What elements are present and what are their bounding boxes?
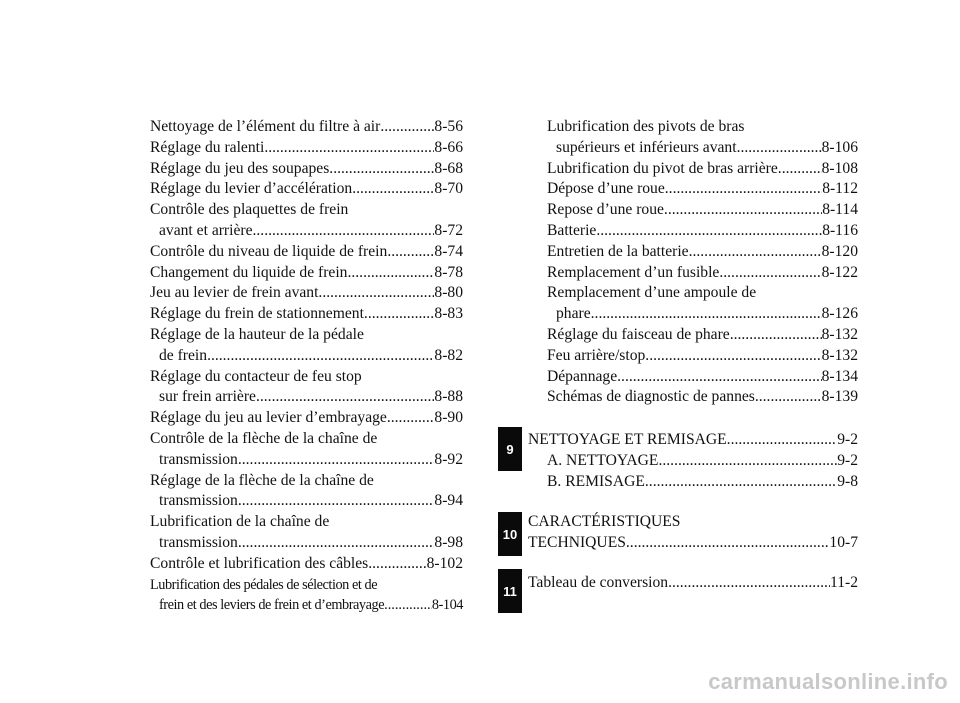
page-number: 8-83 <box>434 305 463 323</box>
dot-leader <box>737 138 822 159</box>
entry-title: Lubrification de la chaîne de <box>150 513 330 531</box>
page-number: 8-102 <box>426 554 463 572</box>
toc-entry-line <box>150 138 463 159</box>
entry-title: supérieurs et inférieurs avant <box>556 138 737 156</box>
toc-entry-line <box>150 221 463 242</box>
toc-section-11 <box>528 573 858 594</box>
dot-leader <box>727 430 838 451</box>
entry-title: Réglage du levier d’accélération <box>150 180 353 198</box>
toc-entry-line <box>150 263 463 284</box>
toc-entry-line <box>150 491 463 512</box>
dot-leader <box>253 221 435 242</box>
toc-entry-line <box>150 575 463 596</box>
toc-entry-line <box>150 283 463 304</box>
entry-title: Réglage de la flèche de la chaîne de <box>150 471 374 489</box>
dot-leader <box>352 179 434 200</box>
toc-entry[interactable] <box>150 283 463 304</box>
entry-title: Réglage de la hauteur de la pédale <box>150 325 364 343</box>
entry-title: Contrôle des plaquettes de frein <box>150 201 349 219</box>
toc-entry[interactable] <box>150 471 463 513</box>
subsection-title: B. REMISAGE <box>547 472 645 490</box>
dot-leader <box>668 573 830 594</box>
toc-entry-line <box>547 263 858 284</box>
toc-entry-line <box>547 325 858 346</box>
toc-entry-line <box>150 304 463 325</box>
toc-entry-line <box>150 325 463 346</box>
section-title: NETTOYAGE ET REMISAGE <box>528 431 727 448</box>
dot-leader <box>645 346 821 367</box>
dot-leader <box>617 367 821 388</box>
toc-entry[interactable] <box>150 200 463 242</box>
dot-leader <box>645 472 837 493</box>
toc-entry-line <box>150 346 463 367</box>
entry-title: Feu arrière/stop <box>547 346 646 364</box>
toc-entry-line <box>150 159 463 180</box>
dot-leader <box>256 387 434 408</box>
dot-leader <box>755 387 822 408</box>
toc-entry[interactable] <box>547 325 858 346</box>
page-number: 8-88 <box>434 388 463 406</box>
page-number: 8-132 <box>821 325 858 343</box>
toc-entry-line <box>150 512 463 533</box>
toc-entry-line <box>150 533 463 554</box>
page-number: 8-104 <box>431 597 463 614</box>
toc-entry-line[interactable] <box>528 533 858 554</box>
entry-title: transmission <box>159 492 238 510</box>
entry-title: Contrôle de la flèche de la chaîne de <box>150 429 378 447</box>
page-number: 8-82 <box>434 346 463 364</box>
toc-entry[interactable] <box>150 429 463 471</box>
toc-entry-line <box>150 554 463 575</box>
toc-section-9 <box>528 430 858 492</box>
page-number: 8-98 <box>434 533 463 551</box>
entry-title: Remplacement d’un fusible <box>547 263 720 281</box>
section-number: 10 <box>502 526 518 542</box>
toc-entry[interactable] <box>150 304 463 325</box>
page-number: 8-66 <box>434 138 463 156</box>
dot-leader <box>658 451 837 472</box>
dot-leader <box>318 283 434 304</box>
toc-section-10 <box>528 512 858 554</box>
entry-title: transmission <box>159 450 238 468</box>
section-tab-11 <box>498 569 522 613</box>
toc-entry[interactable] <box>547 242 858 263</box>
entry-title: Jeu au levier de frein avant <box>150 284 319 302</box>
section-tab-9 <box>498 427 522 471</box>
toc-entry-line <box>547 242 858 263</box>
page-number: 8-114 <box>822 201 858 219</box>
entry-title: Réglage du ralenti <box>150 138 265 156</box>
dot-leader <box>368 554 426 575</box>
entry-title: avant et arrière <box>159 221 253 239</box>
page-number: 8-56 <box>434 118 463 135</box>
page-number: 8-139 <box>821 388 858 406</box>
dot-leader <box>238 450 435 471</box>
toc-entry-line[interactable] <box>528 430 858 451</box>
toc-entry-line <box>547 346 858 367</box>
page-number: 8-80 <box>434 284 463 302</box>
toc-entry-line <box>547 159 858 180</box>
toc-entry[interactable] <box>150 242 463 263</box>
entry-title: Contrôle et lubrification des câbles <box>150 554 369 572</box>
page-number: 10-7 <box>829 533 858 551</box>
page-number: 8-108 <box>821 159 858 177</box>
toc-entry[interactable] <box>547 263 858 284</box>
page-number: 8-94 <box>434 492 463 510</box>
toc-entry-line <box>547 117 858 138</box>
toc-entry[interactable] <box>547 117 858 159</box>
page-number: 8-126 <box>821 305 858 323</box>
toc-entry[interactable] <box>547 283 858 325</box>
toc-entry[interactable] <box>547 387 858 408</box>
entry-title: Lubrification des pédales de sélection et de <box>150 576 378 593</box>
page-number: 8-78 <box>434 263 463 281</box>
toc-entry[interactable] <box>150 554 463 575</box>
toc-entry-line <box>150 450 463 471</box>
section-number: 9 <box>506 441 514 457</box>
toc-entry-line <box>150 471 463 492</box>
entry-title: Lubrification du pivot de bras arrière <box>547 159 778 177</box>
toc-entry-line <box>547 138 858 159</box>
entry-title: Contrôle du niveau de liquide de frein <box>150 242 388 260</box>
page-number: 8-106 <box>821 138 858 156</box>
toc-entry-line[interactable] <box>528 472 858 493</box>
dot-leader <box>626 533 830 554</box>
toc-entry-line[interactable] <box>528 573 858 594</box>
page-number: 8-116 <box>822 221 858 239</box>
page-number: 9-2 <box>837 451 858 469</box>
entry-title: Réglage du frein de stationnement <box>150 305 364 323</box>
toc-entry-line <box>150 200 463 221</box>
page-number: 8-132 <box>821 346 858 364</box>
toc-entry-line <box>150 408 463 429</box>
toc-entry[interactable] <box>547 159 858 180</box>
toc-entry[interactable] <box>547 221 858 242</box>
dot-leader <box>364 304 434 325</box>
entry-title: Schémas de diagnostic de pannes <box>547 388 755 406</box>
toc-entry[interactable] <box>150 367 463 409</box>
toc-entry[interactable] <box>150 575 463 617</box>
toc-entry-line <box>528 512 858 533</box>
page-number: 8-68 <box>434 159 463 177</box>
page-number: 8-134 <box>821 367 858 385</box>
toc-entry-line[interactable] <box>528 451 858 472</box>
page-number: 8-92 <box>434 450 463 468</box>
entry-title: Réglage du faisceau de phare <box>547 325 730 343</box>
dot-leader <box>380 117 434 138</box>
entry-title: phare <box>556 305 591 323</box>
toc-entry-line <box>150 429 463 450</box>
toc-entry-line <box>547 221 858 242</box>
dot-leader <box>689 242 822 263</box>
dot-leader <box>387 242 434 263</box>
entry-title: Entretien de la batterie <box>547 242 689 260</box>
toc-entry-line <box>150 117 463 138</box>
watermark-text: carmanualsonline.info <box>708 669 948 694</box>
toc-entry[interactable] <box>547 346 858 367</box>
dot-leader <box>329 159 434 180</box>
dot-leader <box>591 304 822 325</box>
toc-entry[interactable] <box>150 408 463 429</box>
dot-leader <box>664 200 822 221</box>
toc-entry-line <box>547 387 858 408</box>
dot-leader <box>238 533 435 554</box>
entry-title: Dépannage <box>547 367 618 385</box>
entry-title: de frein <box>159 346 208 364</box>
section-title: Tableau de conversion <box>528 574 669 591</box>
toc-entry-line <box>547 200 858 221</box>
section-tab-10 <box>498 512 522 556</box>
entry-title: Nettoyage de l’élément du filtre à air <box>150 118 381 135</box>
entry-title: Réglage du contacteur de feu stop <box>150 367 362 385</box>
dot-leader <box>719 263 821 284</box>
entry-title: Changement du liquide de frein <box>150 263 348 281</box>
toc-right-column <box>547 117 858 408</box>
page-number: 8-112 <box>822 180 858 198</box>
entry-title: Batterie <box>547 221 597 239</box>
toc-entry[interactable] <box>150 179 463 200</box>
page-number: 8-120 <box>821 242 858 260</box>
page-number: 8-74 <box>434 242 463 260</box>
toc-entry[interactable] <box>547 200 858 221</box>
entry-title: transmission <box>159 533 238 551</box>
dot-leader <box>778 159 822 180</box>
page-number: 9-8 <box>837 472 858 490</box>
toc-entry-line <box>547 283 858 304</box>
entry-title: frein et des leviers de frein et d’embrayage <box>159 597 385 614</box>
dot-leader <box>665 179 822 200</box>
entry-title: Remplacement d’une ampoule de <box>547 284 757 302</box>
toc-entry-line <box>150 367 463 388</box>
dot-leader <box>207 346 434 367</box>
toc-entry[interactable] <box>150 159 463 180</box>
toc-entry[interactable] <box>150 263 463 284</box>
toc-entry[interactable] <box>150 138 463 159</box>
page-number: 8-72 <box>434 221 463 239</box>
entry-title: Réglage du jeu au levier d’embrayage <box>150 409 387 427</box>
entry-title: Dépose d’une roue <box>547 180 665 198</box>
toc-entry-line <box>547 304 858 325</box>
section-title: TECHNIQUES <box>528 533 626 551</box>
toc-entry[interactable] <box>150 325 463 367</box>
toc-entry-line <box>150 595 463 616</box>
subsection-title: A. NETTOYAGE <box>547 451 659 469</box>
dot-leader <box>387 408 435 429</box>
section-title: CARACTÉRISTIQUES <box>528 513 681 530</box>
entry-title: sur frein arrière <box>159 388 256 406</box>
dot-leader <box>730 325 822 346</box>
dot-leader <box>384 595 432 616</box>
page-number: 8-122 <box>821 263 858 281</box>
dot-leader <box>264 138 434 159</box>
toc-entry-line <box>150 179 463 200</box>
entry-title: Réglage du jeu des soupapes <box>150 159 330 177</box>
dot-leader <box>596 221 822 242</box>
toc-left-column <box>150 117 463 616</box>
page-number: 9-2 <box>837 431 858 448</box>
toc-entry-line <box>150 387 463 408</box>
page-number: 8-70 <box>434 180 463 198</box>
toc-entry[interactable] <box>547 179 858 200</box>
section-number: 11 <box>503 583 517 599</box>
toc-entry[interactable] <box>547 367 858 388</box>
page-number: 11-2 <box>829 574 858 591</box>
dot-leader <box>238 491 435 512</box>
toc-entry[interactable] <box>150 117 463 138</box>
toc-entry-line <box>547 179 858 200</box>
toc-entry-line <box>150 242 463 263</box>
entry-title: Repose d’une roue <box>547 201 664 219</box>
toc-entry[interactable] <box>150 512 463 554</box>
toc-entry-line <box>547 367 858 388</box>
dot-leader <box>347 263 434 284</box>
entry-title: Lubrification des pivots de bras <box>547 118 745 135</box>
page-number: 8-90 <box>434 409 463 427</box>
